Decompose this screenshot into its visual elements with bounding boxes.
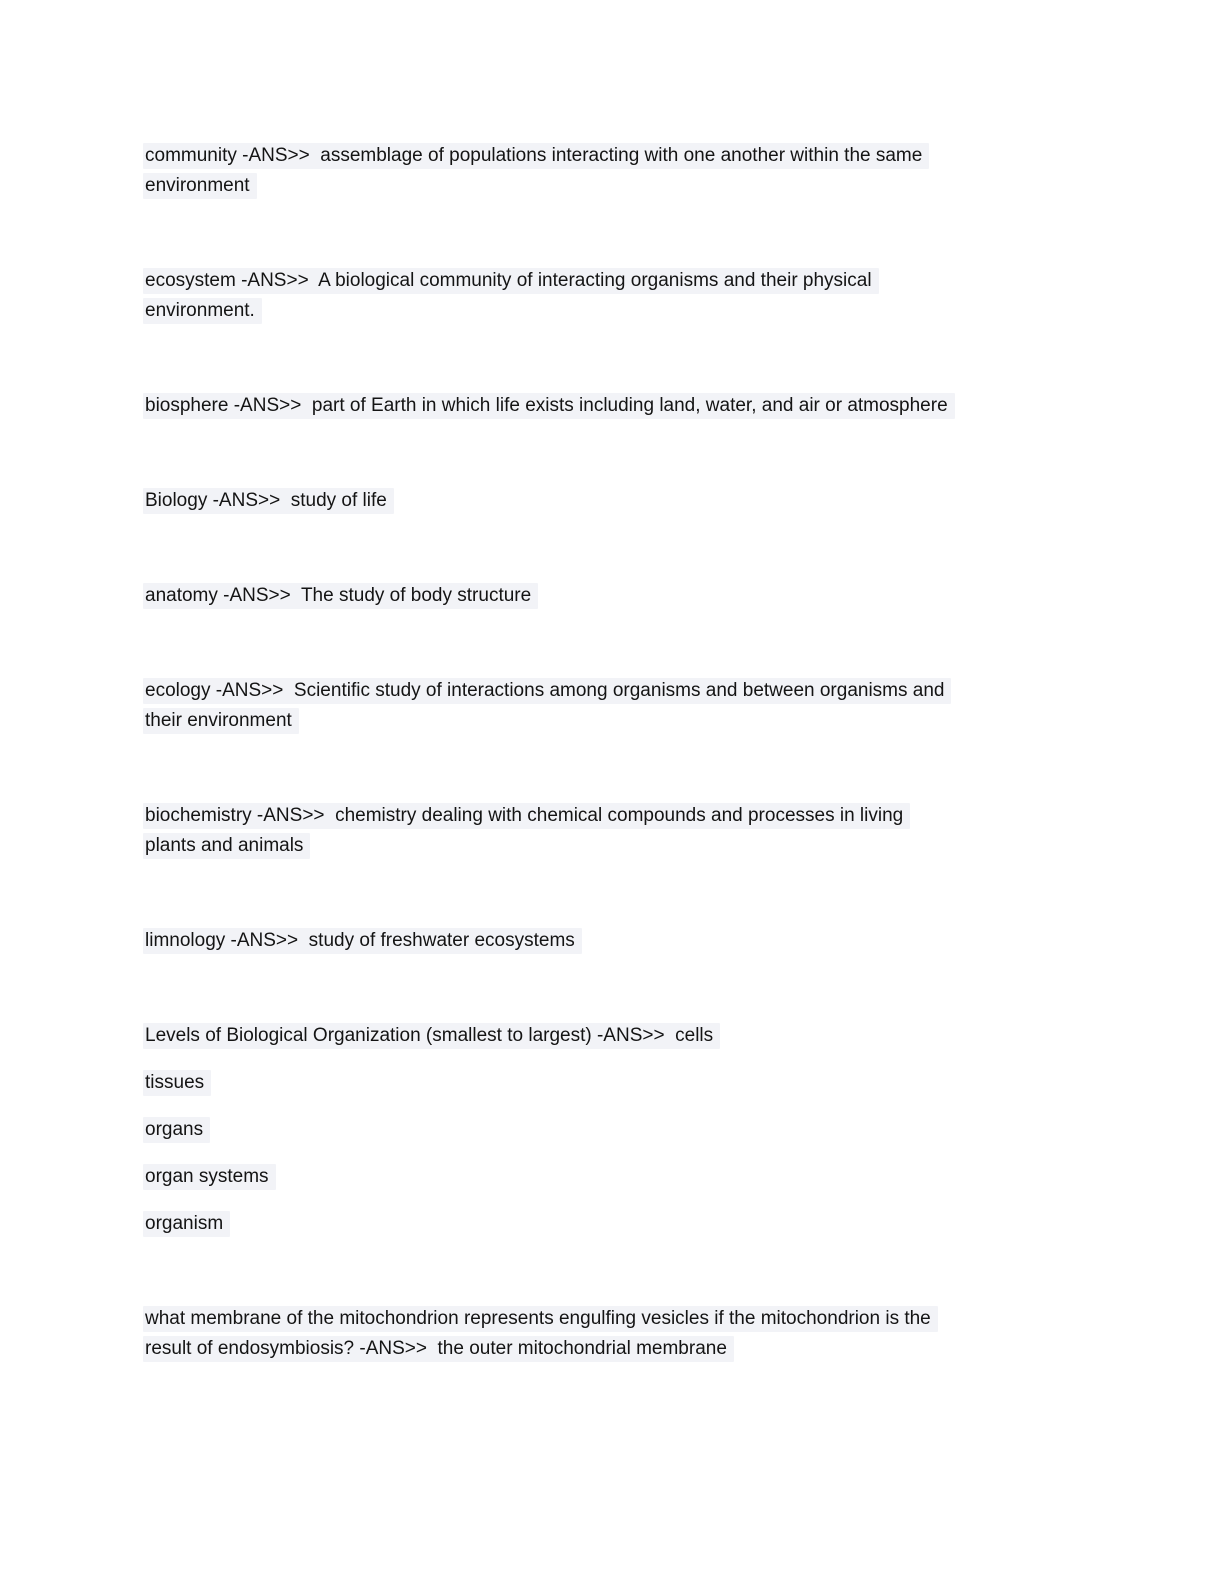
highlighted-text: Levels of Biological Organization (smallest to largest) -ANS>> cells [143,1023,720,1049]
qa-entry-ecosystem [143,266,1164,326]
qa-line [143,676,1164,706]
qa-entry-anatomy [143,581,1164,611]
highlighted-text: organism [143,1211,230,1237]
qa-line [143,1021,1164,1051]
highlighted-text: what membrane of the mitochondrion represents engulfing vesicles if the mitochondrion is the [143,1306,938,1332]
highlighted-text: organ systems [143,1164,276,1190]
highlighted-text: Biology -ANS>> study of life [143,488,394,514]
highlighted-text: ecosystem -ANS>> A biological community of interacting organisms and their physical [143,268,879,294]
qa-entry-mitochondrion-membrane [143,1304,1164,1364]
highlighted-text: ecology -ANS>> Scientific study of interactions among organisms and between organisms and [143,678,951,704]
highlighted-text: result of endosymbiosis? -ANS>> the outer mitochondrial membrane [143,1336,734,1362]
qa-line [143,581,1164,611]
qa-entry-biochemistry [143,801,1164,861]
highlighted-text: biochemistry -ANS>> chemistry dealing with chemical compounds and processes in living [143,803,910,829]
highlighted-text: community -ANS>> assemblage of populations interacting with one another within the same [143,143,929,169]
qa-line [143,801,1164,831]
qa-line [143,141,1164,171]
qa-line [143,831,1164,861]
qa-line [143,1304,1164,1334]
qa-subline [143,1209,1164,1239]
highlighted-text: plants and animals [143,833,310,859]
highlighted-text: anatomy -ANS>> The study of body structure [143,583,538,609]
highlighted-text: environment. [143,298,262,324]
qa-line [143,1334,1164,1364]
qa-entry-limnology [143,926,1164,956]
highlighted-text: biosphere -ANS>> part of Earth in which life exists including land, water, and air or atmosphere [143,393,955,419]
qa-subline [143,1068,1164,1098]
qa-line [143,266,1164,296]
qa-line [143,171,1164,201]
qa-line [143,706,1164,736]
qa-entry-biology [143,486,1164,516]
qa-subline [143,1115,1164,1145]
qa-entry-levels-of-organization [143,1021,1164,1239]
qa-entry-community [143,141,1164,201]
highlighted-text: environment [143,173,257,199]
qa-entry-biosphere [143,391,1164,421]
qa-line [143,926,1164,956]
qa-subline [143,1162,1164,1192]
qa-line [143,296,1164,326]
highlighted-text: tissues [143,1070,211,1096]
qa-entry-ecology [143,676,1164,736]
qa-line [143,486,1164,516]
highlighted-text: organs [143,1117,210,1143]
qa-line [143,391,1164,421]
highlighted-text: limnology -ANS>> study of freshwater ecosystems [143,928,582,954]
highlighted-text: their environment [143,708,299,734]
